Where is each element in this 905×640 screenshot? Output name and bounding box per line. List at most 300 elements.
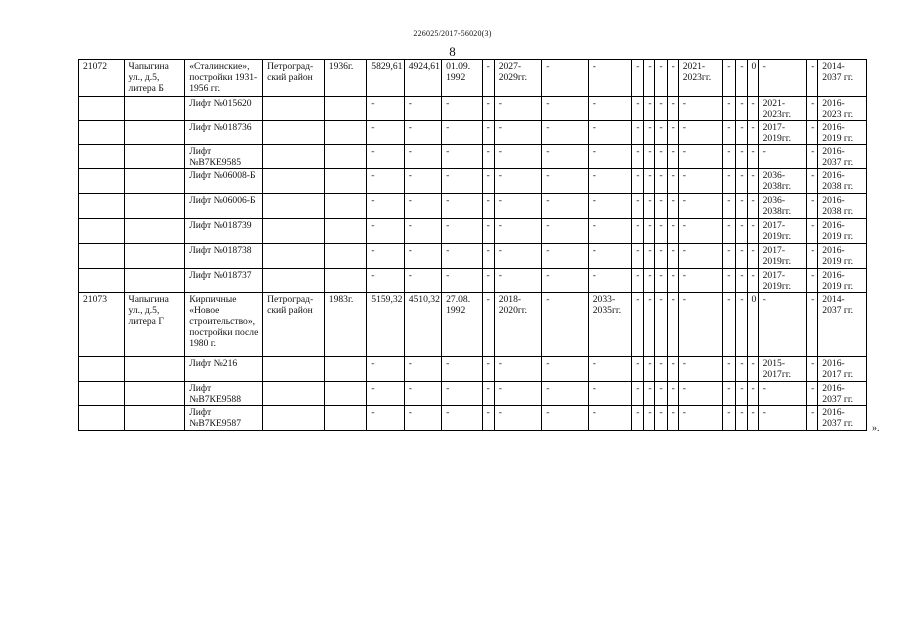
table-cell: -: [747, 406, 758, 431]
table-cell: -: [747, 121, 758, 145]
table-cell: -: [367, 121, 404, 145]
table-cell: [124, 121, 185, 145]
table-cell: -: [542, 357, 589, 382]
table-cell: -: [736, 269, 747, 293]
table-cell: -: [542, 169, 589, 194]
table-cell: [263, 269, 325, 293]
table-cell: -: [588, 194, 631, 219]
table-cell: 2017-2019гг.: [758, 244, 807, 269]
table-cell: Лифт №06008-Б: [185, 169, 263, 194]
table-cell: [324, 382, 366, 406]
table-cell: -: [723, 194, 736, 219]
table-body: [79, 60, 867, 431]
table-cell: -: [542, 194, 589, 219]
table-cell: Лифт №В7КЕ9588: [185, 382, 263, 406]
table-cell: -: [404, 269, 441, 293]
table-cell: -: [667, 219, 678, 244]
table-cell: -: [655, 97, 667, 121]
table-cell: -: [542, 293, 589, 357]
table-cell: [79, 194, 125, 219]
table-cell: -: [723, 382, 736, 406]
table-cell: -: [736, 357, 747, 382]
table-row: [79, 293, 867, 357]
table-cell: -: [667, 244, 678, 269]
table-cell: -: [747, 357, 758, 382]
table-cell: 2014-2037 гг.: [818, 293, 867, 357]
table-cell: [124, 244, 185, 269]
table-cell: -: [367, 269, 404, 293]
table-cell: 2016-2019 гг.: [818, 219, 867, 244]
table-row: [79, 406, 867, 431]
table-cell: -: [404, 406, 441, 431]
table-cell: -: [747, 194, 758, 219]
table-cell: -: [747, 169, 758, 194]
table-cell: -: [667, 269, 678, 293]
table-cell: -: [736, 219, 747, 244]
table-cell: 2016-2019 гг.: [818, 244, 867, 269]
table-cell: 2016-2017 гг.: [818, 357, 867, 382]
table-cell: Лифт №В7КЕ9585: [185, 145, 263, 169]
table-cell: -: [632, 219, 644, 244]
table-cell: -: [367, 406, 404, 431]
table-cell: -: [678, 406, 723, 431]
table-row: [79, 382, 867, 406]
table-cell: -: [367, 357, 404, 382]
table-cell: -: [655, 60, 667, 97]
table-cell: 2016-2038 гг.: [818, 169, 867, 194]
table-row: [79, 97, 867, 121]
table-cell: [324, 244, 366, 269]
table-cell: [263, 382, 325, 406]
table-cell: [79, 97, 125, 121]
table-cell: -: [367, 194, 404, 219]
table-cell: -: [588, 169, 631, 194]
table-cell: -: [494, 169, 542, 194]
table-cell: -: [632, 293, 644, 357]
table-cell: [324, 97, 366, 121]
table-cell: -: [367, 219, 404, 244]
table-cell: -: [632, 60, 644, 97]
table-cell: -: [644, 269, 655, 293]
table-cell: [324, 406, 366, 431]
table-cell: -: [588, 97, 631, 121]
table-cell: -: [367, 97, 404, 121]
table-cell: -: [482, 406, 494, 431]
table-cell: -: [367, 244, 404, 269]
table-cell: -: [542, 121, 589, 145]
table-cell: -: [404, 121, 441, 145]
table-cell: -: [632, 121, 644, 145]
table-cell: 4924,61: [404, 60, 441, 97]
table-cell: -: [482, 293, 494, 357]
table-cell: -: [736, 145, 747, 169]
table-cell: -: [542, 382, 589, 406]
table-row: [79, 219, 867, 244]
table-cell: -: [367, 382, 404, 406]
table-cell: Лифт №018737: [185, 269, 263, 293]
table-cell: 1983г.: [324, 293, 366, 357]
table-cell: 2036-2038гг.: [758, 169, 807, 194]
table-cell: 2017-2019гг.: [758, 269, 807, 293]
table-cell: [263, 244, 325, 269]
table-cell: -: [758, 382, 807, 406]
table-row: [79, 194, 867, 219]
table-cell: -: [655, 219, 667, 244]
table-cell: 4510,32: [404, 293, 441, 357]
table-cell: -: [632, 194, 644, 219]
table-cell: -: [632, 244, 644, 269]
table-cell: 2017-2019гг.: [758, 219, 807, 244]
table-cell: -: [736, 194, 747, 219]
table-cell: [124, 194, 185, 219]
table-cell: -: [482, 60, 494, 97]
table-cell: -: [632, 406, 644, 431]
table-cell: 27.08. 1992: [442, 293, 482, 357]
table-cell: -: [482, 194, 494, 219]
table-cell: -: [588, 244, 631, 269]
table-cell: [79, 357, 125, 382]
table-cell: -: [644, 97, 655, 121]
table-row: [79, 357, 867, 382]
table-cell: 2017-2019гг.: [758, 121, 807, 145]
table-cell: -: [736, 169, 747, 194]
table-cell: 2016-2038 гг.: [818, 194, 867, 219]
table-cell: 2015-2017гг.: [758, 357, 807, 382]
table-cell: 2014-2037 гг.: [818, 60, 867, 97]
table-cell: -: [807, 406, 818, 431]
table-cell: -: [442, 97, 482, 121]
table-cell: -: [678, 269, 723, 293]
table-cell: -: [644, 219, 655, 244]
table-cell: -: [723, 121, 736, 145]
table-cell: -: [442, 169, 482, 194]
table-cell: -: [482, 219, 494, 244]
table-row: [79, 121, 867, 145]
table-cell: -: [644, 169, 655, 194]
table-cell: -: [678, 145, 723, 169]
table-row: [79, 169, 867, 194]
table-cell: [124, 406, 185, 431]
table-cell: -: [678, 169, 723, 194]
table-cell: [324, 194, 366, 219]
table-cell: Петроград-ский район: [263, 293, 325, 357]
table-cell: [79, 244, 125, 269]
table-cell: 2016-2019 гг.: [818, 269, 867, 293]
table-cell: 2016-2019 гг.: [818, 121, 867, 145]
table-cell: -: [494, 382, 542, 406]
table-cell: -: [442, 194, 482, 219]
table-cell: -: [667, 169, 678, 194]
table-cell: -: [644, 244, 655, 269]
table-cell: [324, 145, 366, 169]
table-cell: -: [747, 219, 758, 244]
table-cell: Чапыгина ул., д.5, литера Г: [124, 293, 185, 357]
table-cell: [124, 219, 185, 244]
table-cell: -: [747, 145, 758, 169]
table-cell: -: [482, 97, 494, 121]
table-cell: -: [588, 269, 631, 293]
table-cell: -: [807, 293, 818, 357]
table-cell: -: [404, 97, 441, 121]
table-cell: -: [667, 145, 678, 169]
table-cell: -: [644, 293, 655, 357]
table-cell: -: [736, 293, 747, 357]
table-cell: -: [404, 145, 441, 169]
table-cell: 0: [747, 60, 758, 97]
table-cell: -: [678, 293, 723, 357]
table-cell: -: [723, 244, 736, 269]
table-cell: -: [655, 145, 667, 169]
table-cell: 2018-2020гг.: [494, 293, 542, 357]
table-cell: -: [542, 244, 589, 269]
table-cell: -: [442, 269, 482, 293]
table-cell: -: [678, 121, 723, 145]
table-cell: -: [667, 60, 678, 97]
table-cell: -: [404, 169, 441, 194]
table-cell: Петроград-ский район: [263, 60, 325, 97]
table-cell: -: [747, 244, 758, 269]
table-cell: -: [588, 145, 631, 169]
table-cell: 21072: [79, 60, 125, 97]
table-cell: Кирпичные «Новое строительство», постройки после 1980 г.: [185, 293, 263, 357]
table-cell: -: [588, 357, 631, 382]
table-cell: 21073: [79, 293, 125, 357]
table-cell: -: [404, 244, 441, 269]
table-cell: Лифт №06006-Б: [185, 194, 263, 219]
table-cell: -: [442, 121, 482, 145]
closing-quote: ».: [872, 423, 880, 434]
table-cell: -: [736, 60, 747, 97]
table-cell: -: [678, 357, 723, 382]
table-row: [79, 244, 867, 269]
document-number: 226025/2017-56020(3): [413, 29, 492, 38]
table-cell: -: [678, 194, 723, 219]
table-cell: 2021-2023гг.: [758, 97, 807, 121]
table-cell: -: [367, 145, 404, 169]
table-cell: -: [807, 269, 818, 293]
table-cell: -: [736, 406, 747, 431]
table-cell: [324, 169, 366, 194]
table-cell: -: [758, 145, 807, 169]
table-cell: -: [632, 382, 644, 406]
table-cell: -: [758, 406, 807, 431]
table-cell: [263, 121, 325, 145]
table-cell: -: [667, 357, 678, 382]
table-cell: [263, 406, 325, 431]
table-cell: -: [723, 145, 736, 169]
table-cell: -: [807, 357, 818, 382]
table-cell: -: [494, 406, 542, 431]
table-cell: -: [442, 382, 482, 406]
table-cell: -: [644, 60, 655, 97]
table-cell: -: [644, 382, 655, 406]
table-cell: 5159,32: [367, 293, 404, 357]
table-cell: [124, 145, 185, 169]
table-cell: [79, 406, 125, 431]
table-cell: -: [588, 382, 631, 406]
table-cell: 2016-2037 гг.: [818, 145, 867, 169]
table-cell: [79, 169, 125, 194]
table-cell: -: [736, 244, 747, 269]
table-cell: -: [367, 169, 404, 194]
table-cell: -: [442, 244, 482, 269]
table-cell: [124, 97, 185, 121]
table-cell: [324, 219, 366, 244]
table-cell: -: [807, 145, 818, 169]
table-cell: -: [723, 169, 736, 194]
table-cell: -: [542, 97, 589, 121]
table-cell: -: [632, 269, 644, 293]
table-cell: [324, 121, 366, 145]
table-cell: -: [482, 382, 494, 406]
table-cell: -: [542, 406, 589, 431]
table-row: [79, 145, 867, 169]
table-cell: -: [494, 121, 542, 145]
table-row: [79, 60, 867, 97]
table-cell: -: [482, 269, 494, 293]
table-cell: -: [644, 194, 655, 219]
table-cell: Лифт №015620: [185, 97, 263, 121]
table-cell: [263, 97, 325, 121]
table-cell: Лифт №018739: [185, 219, 263, 244]
table-cell: -: [482, 121, 494, 145]
table-cell: -: [807, 219, 818, 244]
table-cell: -: [442, 406, 482, 431]
table-cell: -: [747, 269, 758, 293]
table-cell: -: [542, 269, 589, 293]
table-cell: -: [482, 145, 494, 169]
table-cell: -: [542, 219, 589, 244]
table-cell: -: [494, 97, 542, 121]
table-cell: -: [807, 244, 818, 269]
table-cell: -: [678, 219, 723, 244]
table-cell: -: [644, 145, 655, 169]
table-cell: -: [667, 97, 678, 121]
table-cell: -: [494, 269, 542, 293]
table-cell: -: [494, 219, 542, 244]
table-cell: [79, 121, 125, 145]
table-cell: -: [655, 382, 667, 406]
table-cell: -: [632, 145, 644, 169]
table-cell: [263, 145, 325, 169]
table-cell: -: [442, 357, 482, 382]
table-cell: [79, 382, 125, 406]
table-cell: -: [588, 60, 631, 97]
table-cell: 2016-2023 гг.: [818, 97, 867, 121]
table-cell: -: [404, 382, 441, 406]
table-cell: -: [723, 219, 736, 244]
table-cell: -: [723, 60, 736, 97]
table-cell: -: [678, 382, 723, 406]
table-cell: -: [588, 406, 631, 431]
table-cell: -: [655, 244, 667, 269]
table-cell: -: [482, 357, 494, 382]
table-cell: -: [442, 145, 482, 169]
table-cell: -: [736, 382, 747, 406]
table-cell: -: [655, 169, 667, 194]
table-cell: -: [494, 194, 542, 219]
table-cell: [124, 382, 185, 406]
table-cell: -: [644, 357, 655, 382]
table-cell: -: [667, 194, 678, 219]
table-cell: -: [678, 244, 723, 269]
table-cell: -: [655, 357, 667, 382]
table-cell: 1936г.: [324, 60, 366, 97]
table-cell: Лифт №В7КЕ9587: [185, 406, 263, 431]
table-cell: -: [667, 382, 678, 406]
table-cell: Лифт №018736: [185, 121, 263, 145]
table-cell: Чапыгина ул., д.5, литера Б: [124, 60, 185, 97]
table-cell: -: [723, 406, 736, 431]
table-cell: -: [632, 97, 644, 121]
table-cell: 2033-2035гг.: [588, 293, 631, 357]
table-cell: [263, 357, 325, 382]
table-cell: -: [736, 121, 747, 145]
table-cell: -: [667, 293, 678, 357]
table-cell: -: [723, 293, 736, 357]
table-cell: -: [644, 406, 655, 431]
table-cell: -: [494, 145, 542, 169]
table-cell: 2016-2037 гг.: [818, 406, 867, 431]
table-cell: [263, 219, 325, 244]
table-cell: Лифт №216: [185, 357, 263, 382]
table-cell: 0: [747, 293, 758, 357]
table-cell: «Сталинские», постройки 1931-1956 гг.: [185, 60, 263, 97]
table-cell: -: [404, 194, 441, 219]
table-cell: -: [482, 244, 494, 269]
table-cell: 2016-2037 гг.: [818, 382, 867, 406]
table-cell: [324, 269, 366, 293]
table-cell: -: [655, 194, 667, 219]
table-cell: [124, 357, 185, 382]
table-cell: -: [542, 145, 589, 169]
table-cell: -: [588, 121, 631, 145]
table-cell: -: [736, 97, 747, 121]
table-cell: -: [542, 60, 589, 97]
table-row: [79, 269, 867, 293]
table-cell: -: [747, 97, 758, 121]
table-cell: -: [807, 194, 818, 219]
table-cell: [124, 169, 185, 194]
table-cell: 01.09. 1992: [442, 60, 482, 97]
table-cell: -: [644, 121, 655, 145]
table-cell: -: [678, 97, 723, 121]
table-cell: -: [807, 382, 818, 406]
table-cell: -: [494, 244, 542, 269]
table-cell: -: [807, 97, 818, 121]
table-cell: [79, 269, 125, 293]
table-cell: -: [758, 293, 807, 357]
table-cell: -: [655, 269, 667, 293]
table-cell: -: [723, 357, 736, 382]
table-cell: -: [807, 60, 818, 97]
table-cell: -: [667, 121, 678, 145]
table-cell: -: [655, 121, 667, 145]
table-cell: -: [588, 219, 631, 244]
table-cell: -: [667, 406, 678, 431]
table-cell: [124, 269, 185, 293]
table-cell: Лифт №018738: [185, 244, 263, 269]
table-cell: -: [747, 382, 758, 406]
table-cell: -: [442, 219, 482, 244]
table-cell: [263, 194, 325, 219]
table-cell: -: [807, 169, 818, 194]
table-cell: -: [632, 357, 644, 382]
table-cell: 2027-2029гг.: [494, 60, 542, 97]
table-cell: [79, 219, 125, 244]
table-cell: -: [404, 219, 441, 244]
table-cell: -: [723, 269, 736, 293]
